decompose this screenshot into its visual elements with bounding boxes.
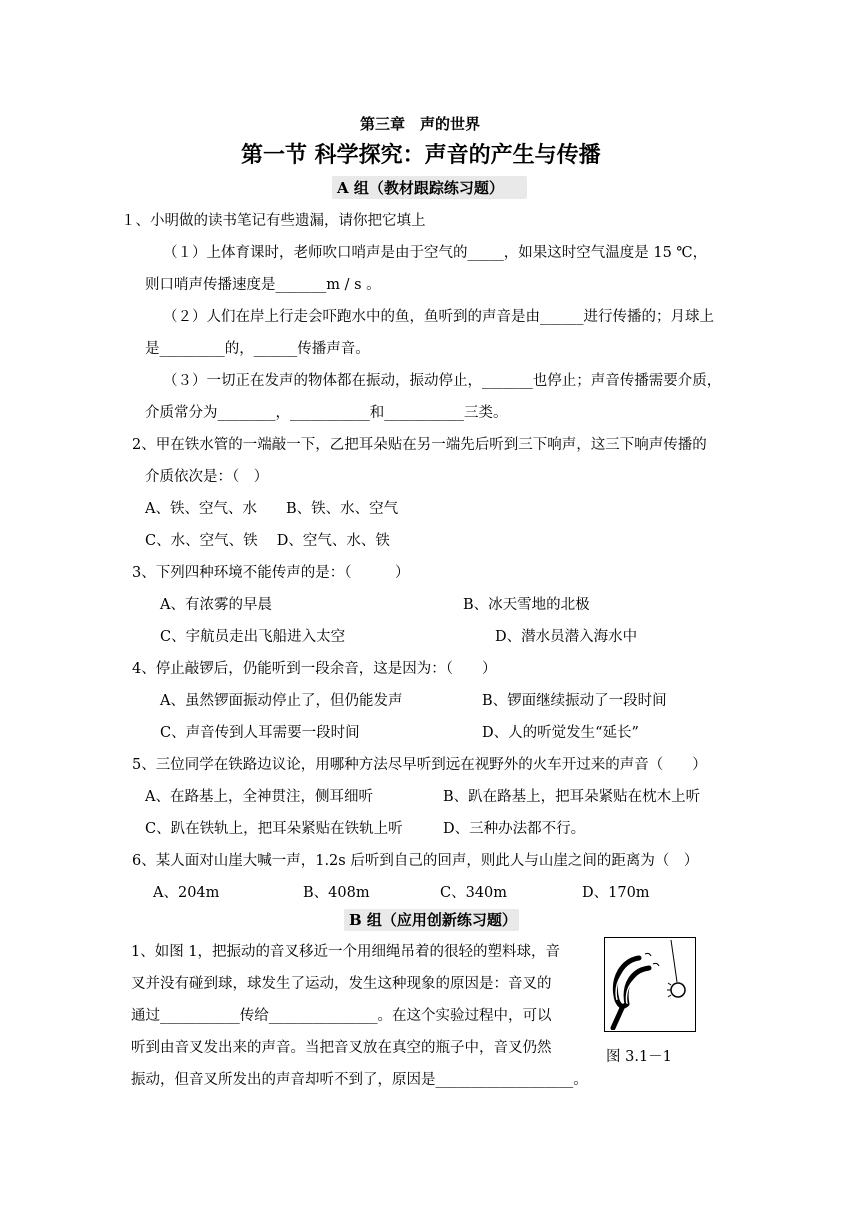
q4-stem: 4、停止敲锣后，仍能听到一段余音，这是因为：（ ）	[132, 661, 497, 677]
q2-line1: 2、甲在铁水管的一端敲一下，乙把耳朵贴在另一端先后听到三下响声，这三下响声传播的	[132, 437, 707, 453]
q4-option-b: B、锣面继续振动了一段时间	[482, 693, 667, 709]
q1-stem: １、小明做的读书笔记有些遗漏，请你把它填上	[121, 213, 426, 229]
q4-option-a: A、虽然锣面振动停止了，但仍能发声	[160, 693, 403, 709]
q1-part1-line2: 则口哨声传播速度是_______m / s 。	[145, 277, 381, 293]
q4-option-d: D、人的听觉发生“延长”	[482, 725, 639, 741]
b-q1-line4: 听到由音叉发出来的声音。当把音叉放在真空的瓶子中，音叉仍然	[131, 1040, 552, 1056]
q6-option-d: D、170m	[582, 885, 650, 901]
q6-option-b: B、408m	[303, 885, 370, 901]
q4-option-c: C、声音传到人耳需要一段时间	[160, 725, 360, 741]
figure-3-1-1	[604, 937, 696, 1032]
figure-caption: 图 3.1－1	[606, 1049, 672, 1065]
tuning-fork-and-ball-icon	[605, 938, 695, 1030]
q3-option-c: C、宇航员走出飞船进入太空	[160, 629, 346, 645]
q3-option-d: D、潜水员潜入海水中	[495, 629, 638, 645]
group-b-title: B 组（应用创新练习题）	[349, 911, 517, 929]
q5-option-a: A、在路基上，全神贯注，侧耳细听	[145, 789, 373, 805]
q6-option-a: A、204m	[153, 885, 220, 901]
q1-part3-line1: （３）一切正在发声的物体都在振动，振动停止，_______也停止；声音传播需要介质，	[163, 373, 722, 389]
section-title: 第一节 科学探究：声音的产生与传播	[241, 143, 601, 168]
q1-part2-line2: 是_________的，______传播声音。	[145, 341, 370, 357]
q3-option-b: B、冰天雪地的北极	[463, 597, 590, 613]
q6-option-c: C、340m	[440, 885, 508, 901]
b-q1-line5: 振动，但音叉所发出的声音却听不到了，原因是___________________。	[131, 1072, 588, 1088]
q2-options-row2: C、水、空气、铁 D、空气、水、铁	[145, 533, 390, 549]
q1-part2-line1: （２）人们在岸上行走会吓跑水中的鱼，鱼听到的声音是由______进行传播的；月球上	[163, 309, 714, 325]
chapter-title: 第三章 声的世界	[360, 115, 481, 133]
b-q1-line1: 1、如图 1，把振动的音叉移近一个用细绳吊着的很轻的塑料球，音	[131, 944, 561, 960]
q2-line2: 介质依次是：（ ）	[145, 469, 269, 485]
b-q1-line2: 叉并没有碰到球，球发生了运动，发生这种现象的原因是：音叉的	[131, 976, 552, 992]
q2-options-row1: A、铁、空气、水 B、铁、水、空气	[145, 501, 399, 517]
q5-option-b: B、趴在路基上，把耳朵紧贴在枕木上听	[443, 789, 701, 805]
b-q1-line3: 通过___________传给_______________。在这个实验过程中，可以	[131, 1008, 552, 1024]
q1-part3-line2: 介质常分为________，___________和___________三类。	[145, 405, 508, 421]
q5-stem: 5、三位同学在铁路边议论，用哪种方法尽早听到远在视野外的火车开过来的声音（ ）	[132, 757, 707, 773]
q6-stem: 6、某人面对山崖大喊一声，1.2s 后听到自己的回声，则此人与山崖之间的距离为（ ）	[132, 853, 699, 869]
group-a-title: A 组（教材跟踪练习题）	[337, 179, 504, 197]
q3-stem: 3、下列四种环境不能传声的是：（ ）	[132, 565, 410, 581]
q1-part1-line1: （１）上体育课时，老师吹口哨声是由于空气的_____，如果这时空气温度是 15 ℃，	[163, 245, 708, 261]
q3-option-a: A、有浓雾的早晨	[160, 597, 272, 613]
q5-option-d: D、三种办法都不行。	[443, 821, 586, 837]
q5-option-c: C、趴在铁轨上，把耳朵紧贴在铁轨上听	[145, 821, 403, 837]
